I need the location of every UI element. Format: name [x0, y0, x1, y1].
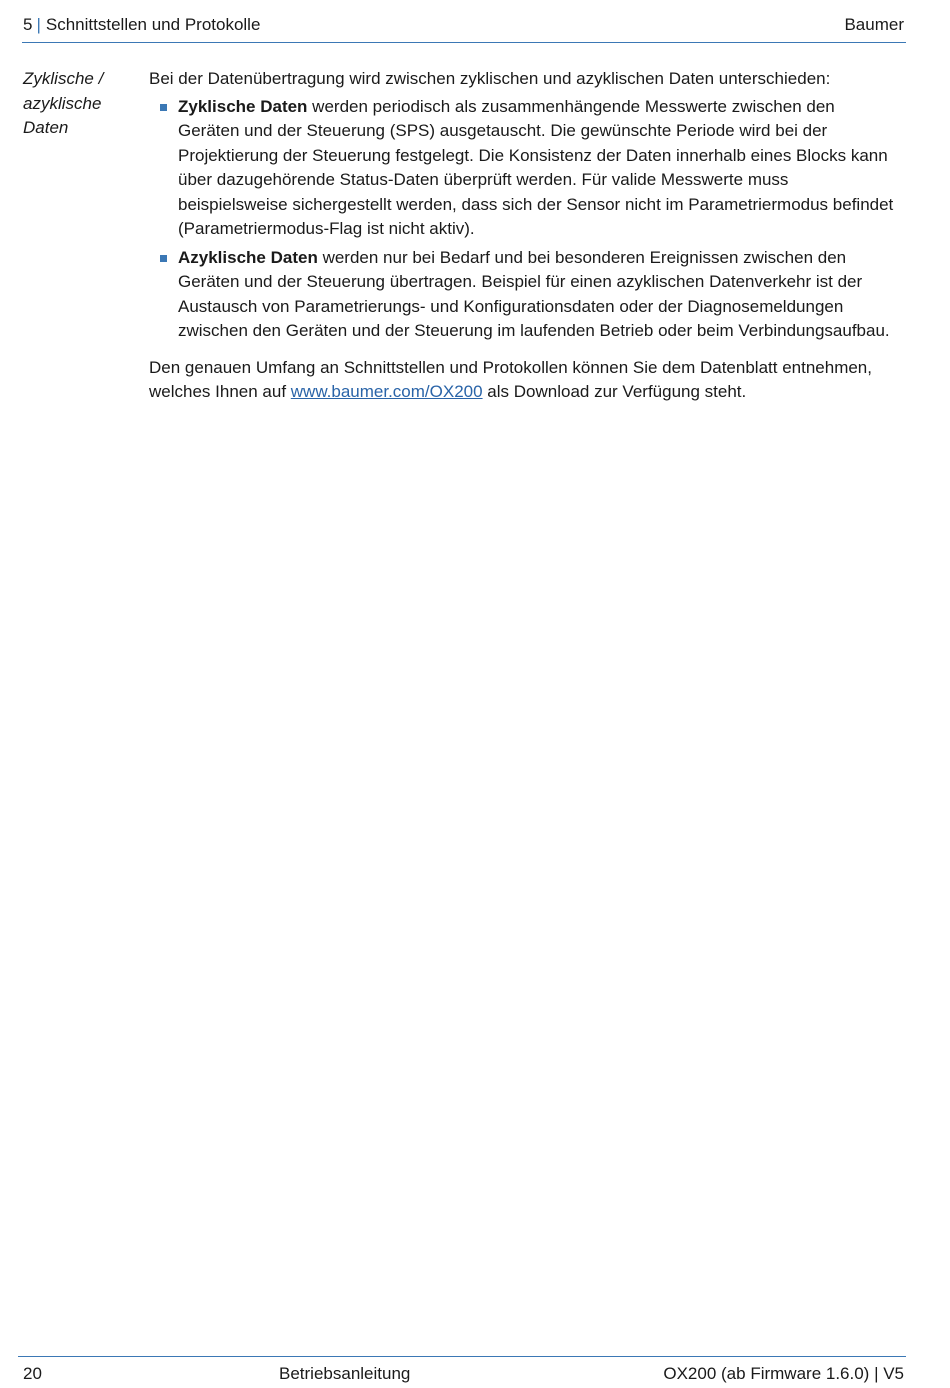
margin-heading	[23, 67, 138, 141]
closing-paragraph	[149, 356, 899, 405]
chapter-title: Schnittstellen und Protokolle	[45, 15, 261, 34]
closing-text-before: Den genauen Umfang an Schnittstellen und Protokollen können Sie dem Datenblatt entnehmen, welches Ihnen auf	[149, 357, 872, 401]
square-bullet-icon	[160, 255, 167, 262]
bullet-text: werden periodisch als zusammenhängende Messwerte zwischen den Geräten und der Steuerung (SPS) ausgetauscht. Die gewünschte Periode wird bei der Projektierung der Steuerung festgelegt. Die Konsistenz der Daten innerhalb eines Blocks kann über dazugehörende Status-Daten überprüft werden. Für valide Messwerte muss beispielsweise sichergestellt werden, dass sich der Sensor nicht im Parametriermodus befindet (Parametriermodus-Flag ist nicht aktiv).	[178, 96, 894, 238]
footer-product: OX200 (ab Firmware 1.6.0) | V5	[663, 1364, 904, 1383]
closing-text-after: als Download zur Verfügung steht.	[482, 382, 747, 401]
page-footer	[18, 1356, 906, 1388]
list-item	[149, 95, 899, 242]
margin-heading-line-1: Zyklische /	[23, 69, 104, 88]
bullet-list	[149, 95, 899, 344]
page-number: 20	[23, 1364, 42, 1383]
margin-heading-line-3: Daten	[23, 118, 69, 137]
chapter-number: 5	[23, 15, 33, 34]
intro-paragraph: Bei der Datenübertragung wird zwischen zyklischen und azyklischen Daten unterschieden:	[149, 69, 831, 88]
bullet-term: Azyklische Daten	[178, 247, 318, 267]
header-chapter	[23, 15, 260, 35]
square-bullet-icon	[160, 104, 167, 111]
margin-heading-line-2: azyklische	[23, 93, 102, 113]
baumer-download-link[interactable]: www.baumer.com/OX200	[290, 382, 483, 401]
main-content	[149, 67, 899, 405]
list-item	[149, 246, 899, 344]
bullet-text: werden nur bei Bedarf und bei besonderen Ereignissen zwischen den Geräten und der Steuerung übertragen. Beispiel für einen azyklischen Datenverkehr ist der Austausch von Parametrierungs- und Konfigurationsdaten oder der Diagnosemeldungen zwischen den Geräten und der Steuerung im laufenden Betrieb oder beim Verbindungsaufbau.	[178, 247, 890, 340]
header-brand: Baumer	[844, 15, 904, 34]
footer-doc-type: Betriebsanleitung	[279, 1364, 411, 1383]
bullet-term: Zyklische Daten	[178, 96, 308, 116]
page-header	[22, 14, 906, 43]
header-separator: |	[36, 15, 41, 34]
